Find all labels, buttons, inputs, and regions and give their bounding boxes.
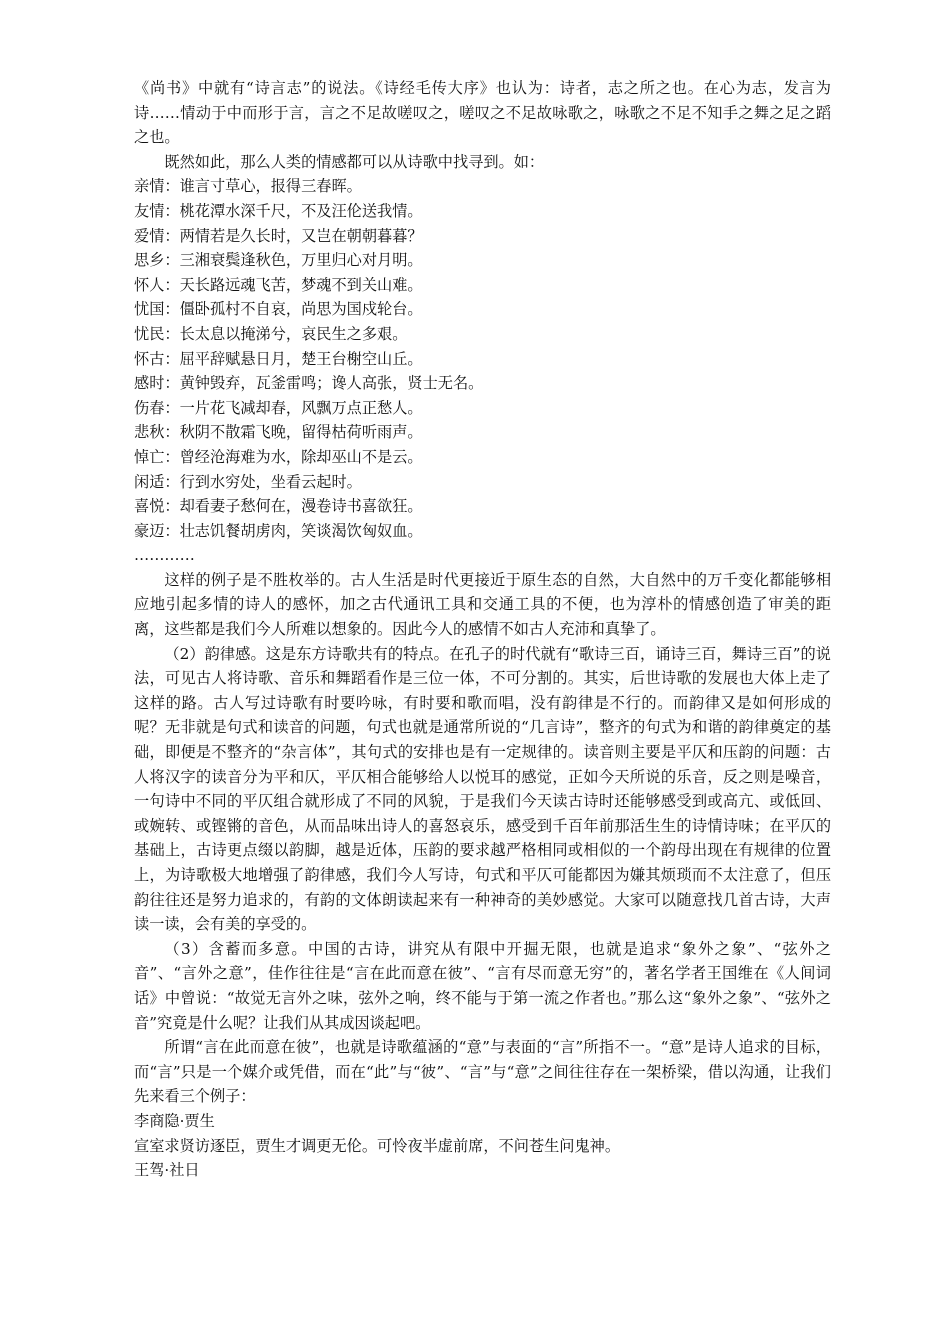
emotion-item: 悼亡：曾经沧海难为水，除却巫山不是云。 <box>134 447 423 466</box>
emotion-item: 喜悦：却看妻子愁何在，漫卷诗书喜欲狂。 <box>134 497 423 516</box>
examples-paragraph: 这样的例子是不胜枚举的。古人生活是时代更接近于原生态的自然，大自然中的万千变化都能够相应地引起多情的诗人的感怀，加之古代通讯工具和交通工具的不便，也为淳朴的情感创造了审美的距离，这些都是我们今人所难以想象的。因此今人的感情不如古人充沛和真挚了。 <box>134 570 831 639</box>
ellipsis-line: ………… <box>134 546 195 565</box>
emotion-item: 豪迈：壮志饥餐胡虏肉，笑谈渴饮匈奴血。 <box>134 521 423 540</box>
emotion-item: 伤春：一片花飞减却春，风飘万点正愁人。 <box>134 398 423 417</box>
since-paragraph: 既然如此，那么人类的情感都可以从诗歌中找寻到。如： <box>164 152 545 171</box>
emotion-list <box>134 174 831 568</box>
emotion-item: 感时：黄钟毁弃，瓦釜雷鸣；谗人高张，贤士无名。 <box>134 374 484 393</box>
emotion-item: 忧民：长太息以掩涕兮，哀民生之多艰。 <box>134 324 408 343</box>
emotion-item: 爱情：两情若是久长时，又岂在朝朝暮暮？ <box>134 226 423 245</box>
implicit-paragraph: （3）含蓄而多意。中国的古诗，讲究从有限中开掘无限，也就是追求“象外之象”、“弦外之音”、“言外之意”，佳作往往是“言在此而意在彼”、“言有尽而意无穷”的，著名学者王国维在《人间词话》中曾说：“故觉无言外之味，弦外之响，终不能与于第一流之作者也。”那么这“象外之象”、“弦外之音”究竟是什么呢？让我们从其成因谈起吧。 <box>134 939 831 1032</box>
emotion-item: 思乡：三湘衰鬓逢秋色，万里归心对月明。 <box>134 251 423 270</box>
emotion-item: 忧国：僵卧孤村不自哀，尚思为国戍轮台。 <box>134 300 423 319</box>
emotion-item: 悲秋：秋阴不散霜飞晚，留得枯荷听雨声。 <box>134 423 423 442</box>
emotion-item: 怀人：天长路远魂飞苦，梦魂不到关山难。 <box>134 275 423 294</box>
meaning-paragraph: 所谓“言在此而意在彼”，也就是诗歌蕴涵的“意”与表面的“言”所指不一。“意”是诗人追求的目标，而“言”只是一个媒介或凭借，而在“此”与“彼”、“言”与“意”之间往往存在一架桥梁，借以沟通，让我们先来看三个例子： <box>134 1038 831 1106</box>
intro-paragraph: 《尚书》中就有“诗言志”的说法。《诗经毛传大序》也认为：诗者，志之所之也。在心为志，发言为诗……情动于中而形于言，言之不足故嗟叹之，嗟叹之不足故咏歌之，咏歌之不足不知手之舞之足之蹈之也。 <box>134 79 831 147</box>
poem-text: 宣室求贤访逐臣，贾生才调更无伦。可怜夜半虚前席，不问苍生问鬼神。 <box>134 1136 620 1155</box>
rhythm-paragraph: （2）韵律感。这是东方诗歌共有的特点。在孔子的时代就有“歌诗三百，诵诗三百，舞诗三百”的说法，可见古人将诗歌、音乐和舞蹈看作是三位一体，不可分割的。其实，后世诗歌的发展也大体上走了这样的路。古人写过诗歌有时要吟咏，有时要和歌而唱，没有韵律是不行的。而韵律又是如何形成的呢？无非就是句式和读音的问题，句式也就是通常所说的“几言诗”，整齐的句式为和谐的韵律奠定的基础，即便是不整齐的“杂言体”，其句式的安排也是有一定规律的。读音则主要是平仄和压韵的问题：古人将汉字的读音分为平和仄，平仄相合能够给人以悦耳的感觉，正如今天所说的乐音，反之则是噪音，一句诗中不同的平仄组合就形成了不同的风貌，于是我们今天读古诗时还能够感受到或高亢、或低回、或婉转、或铿锵的音色，从而品味出诗人的喜怒哀乐，感受到千百年前那活生生的诗情诗味；在平仄的基础上，古诗更点缀以韵脚，越是近体，压韵的要求越严格相同或相似的一个韵母出现在有规律的位置上，为诗歌极大地增强了韵律感，我们今人写诗，句式和平仄可能都因为嫌其烦琐而不太注意了，但压韵往往还是努力追求的，有韵的文体朗读起来有一种神奇的美妙感觉。大家可以随意找几首古诗，大声读一读，会有美的享受的。 <box>134 644 831 934</box>
document-page <box>134 76 831 1183</box>
emotion-item: 怀古：屈平辞赋悬日月，楚王台榭空山丘。 <box>134 349 423 368</box>
emotion-item: 亲情：谁言寸草心，报得三春晖。 <box>134 177 362 196</box>
emotion-item: 友情：桃花潭水深千尺，不及汪伦送我情。 <box>134 201 423 220</box>
emotion-item: 闲适：行到水穷处，坐看云起时。 <box>134 472 362 491</box>
poem-title: 王驾·社日 <box>134 1161 200 1180</box>
poem-title: 李商隐·贾生 <box>134 1111 215 1130</box>
